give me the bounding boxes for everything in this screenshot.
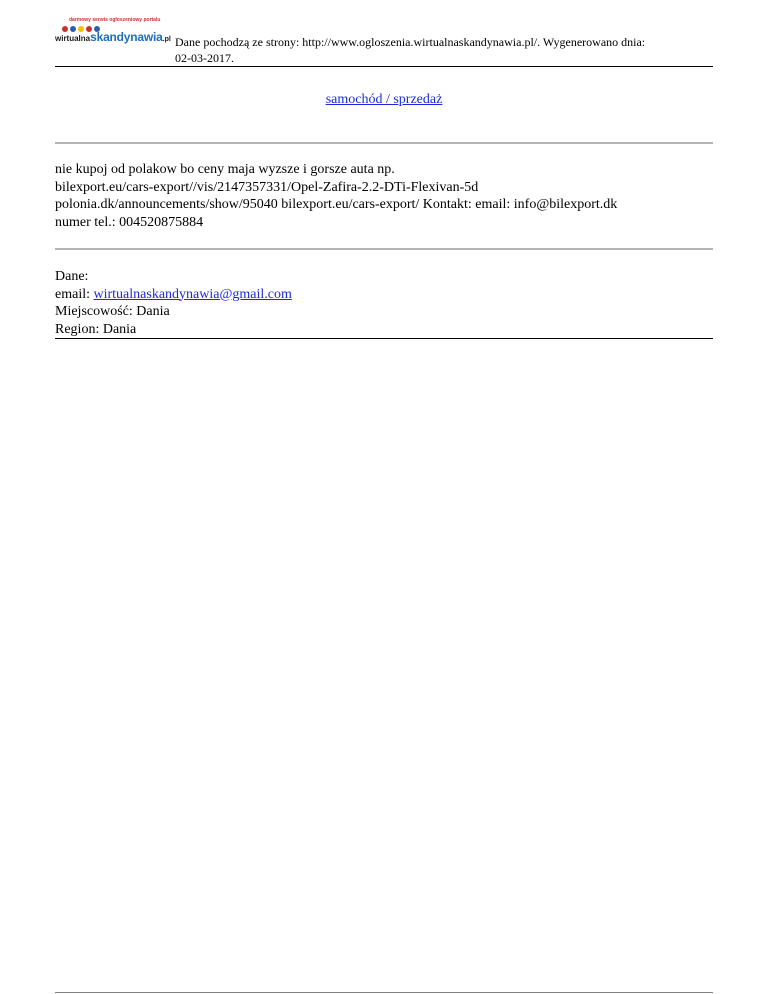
logo-wordmark: wirtualnaskandynawia.pl xyxy=(55,30,171,44)
footer-divider xyxy=(55,992,713,993)
source-note-line: Dane pochodzą ze strony: http://www.ogloszenia.wirtualnaskandynawia.pl/. Wygenerowano dnia: xyxy=(175,35,646,49)
ad-line: polonia.dk/announcements/show/95040 bilexport.eu/cars-export/ Kontakt: email: info@bilexport.dk xyxy=(55,197,618,212)
site-logo[interactable] xyxy=(55,14,171,54)
source-note xyxy=(175,34,715,66)
ad-line: nie kupoj od polakow bo ceny maja wyzsze i gorsze auta np. xyxy=(55,162,395,177)
section-divider xyxy=(55,142,713,144)
generated-date: 02-03-2017. xyxy=(175,51,234,65)
section-divider xyxy=(55,248,713,250)
email-label: email: xyxy=(55,286,94,302)
details-heading: Dane: xyxy=(55,269,89,284)
details-divider xyxy=(55,338,713,339)
email-link[interactable]: wirtualnaskandynawia@gmail.com xyxy=(93,286,292,302)
page-header xyxy=(55,14,713,66)
contact-details xyxy=(55,268,715,338)
region-row: Region: Dania xyxy=(55,321,137,337)
logo-tagline: darmowy serwis ogłoszeniowy portalu xyxy=(69,17,161,23)
email-row xyxy=(55,286,715,304)
ad-line: numer tel.: 004520875884 xyxy=(55,214,204,230)
category-link[interactable]: samochód / sprzedaż xyxy=(325,92,443,107)
category-heading xyxy=(0,92,768,108)
city-row: Miejscowość: Dania xyxy=(55,304,170,319)
ad-line: bilexport.eu/cars-export//vis/2147357331/Opel-Zafira-2.2-DTi-Flexivan-5d xyxy=(55,179,479,195)
ad-description xyxy=(55,161,715,231)
header-divider xyxy=(55,66,713,67)
